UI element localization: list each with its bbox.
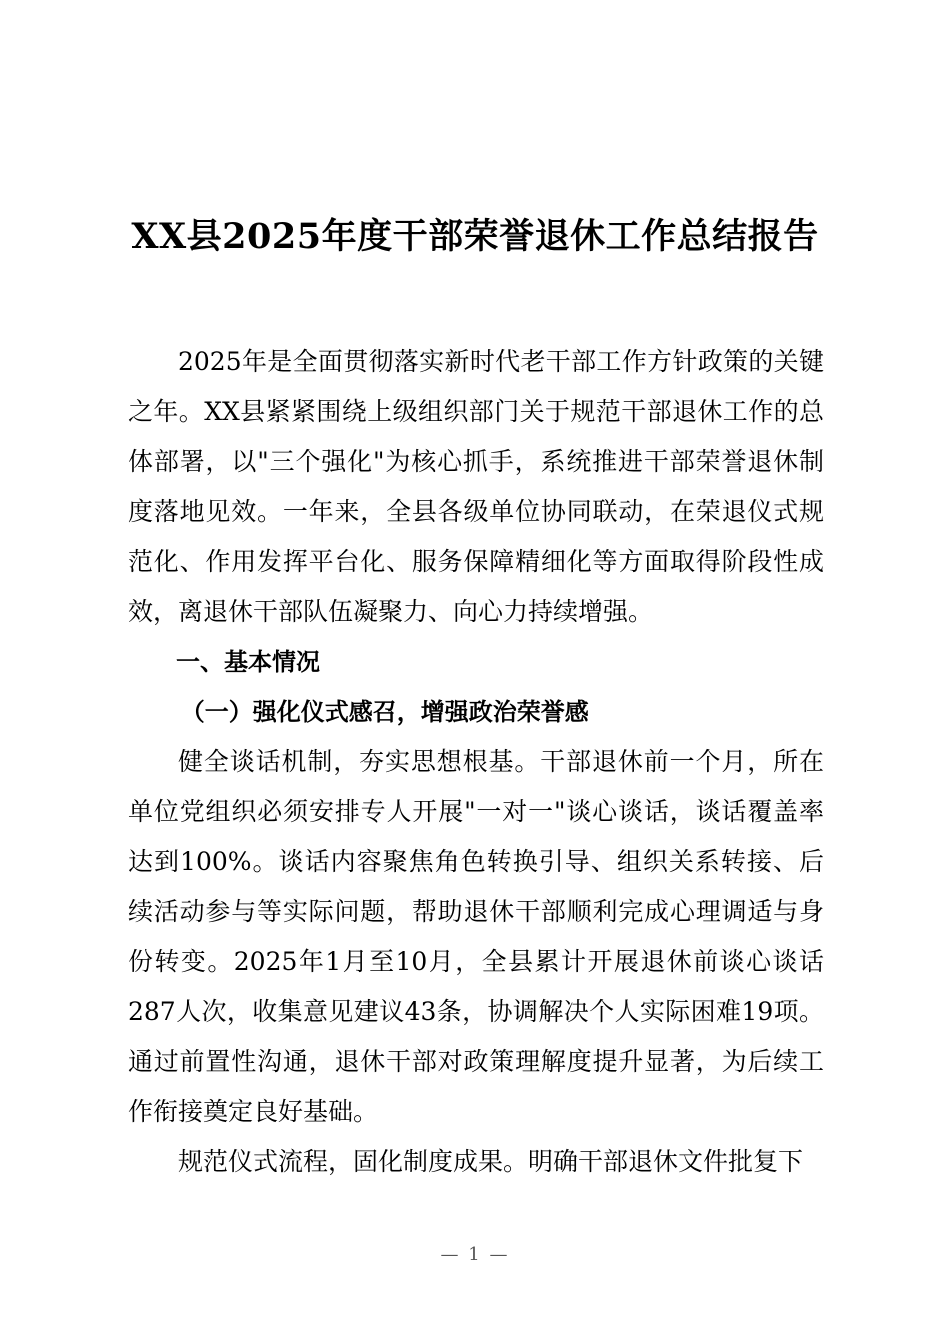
subsection-heading: （一）强化仪式感召，增强政治荣誉感 — [180, 698, 589, 726]
section-heading: 一、基本情况 — [176, 648, 320, 676]
body-paragraph-1: 健全谈话机制，夯实思想根基。干部退休前一个月，所在单位党组织必须安排专人开展"一对一"谈心谈话，谈话覆盖率达到100%。谈话内容聚焦角色转换引导、组织关系转接、后续活动参与等实际问题，帮助退休干部顺利完成心理调适与身份转变。2025年1月至10月，全县累计开展退休前谈心谈话287人次，收集意见建议43条，协调解决个人实际困难19项。通过前置性沟通，退休干部对政策理解度提升显著，为后续工作衔接奠定良好基础。 — [128, 747, 824, 1126]
page-number: — 1 — — [440, 1244, 510, 1265]
document-title: XX县2025年度干部荣誉退休工作总结报告 — [131, 216, 819, 258]
document-body — [128, 337, 824, 1187]
body-paragraph-2: 规范仪式流程，固化制度成果。明确干部退休文件批复下 — [178, 1147, 804, 1176]
intro-paragraph: 2025年是全面贯彻落实新时代老干部工作方针政策的关键之年。XX县紧紧围绕上级组织部门关于规范干部退休工作的总体部署，以"三个强化"为核心抓手，系统推进干部荣誉退休制度落地见效。一年来，全县各级单位协同联动，在荣退仪式规范化、作用发挥平台化、服务保障精细化等方面取得阶段性成效，离退休干部队伍凝聚力、向心力持续增强。 — [128, 347, 824, 626]
